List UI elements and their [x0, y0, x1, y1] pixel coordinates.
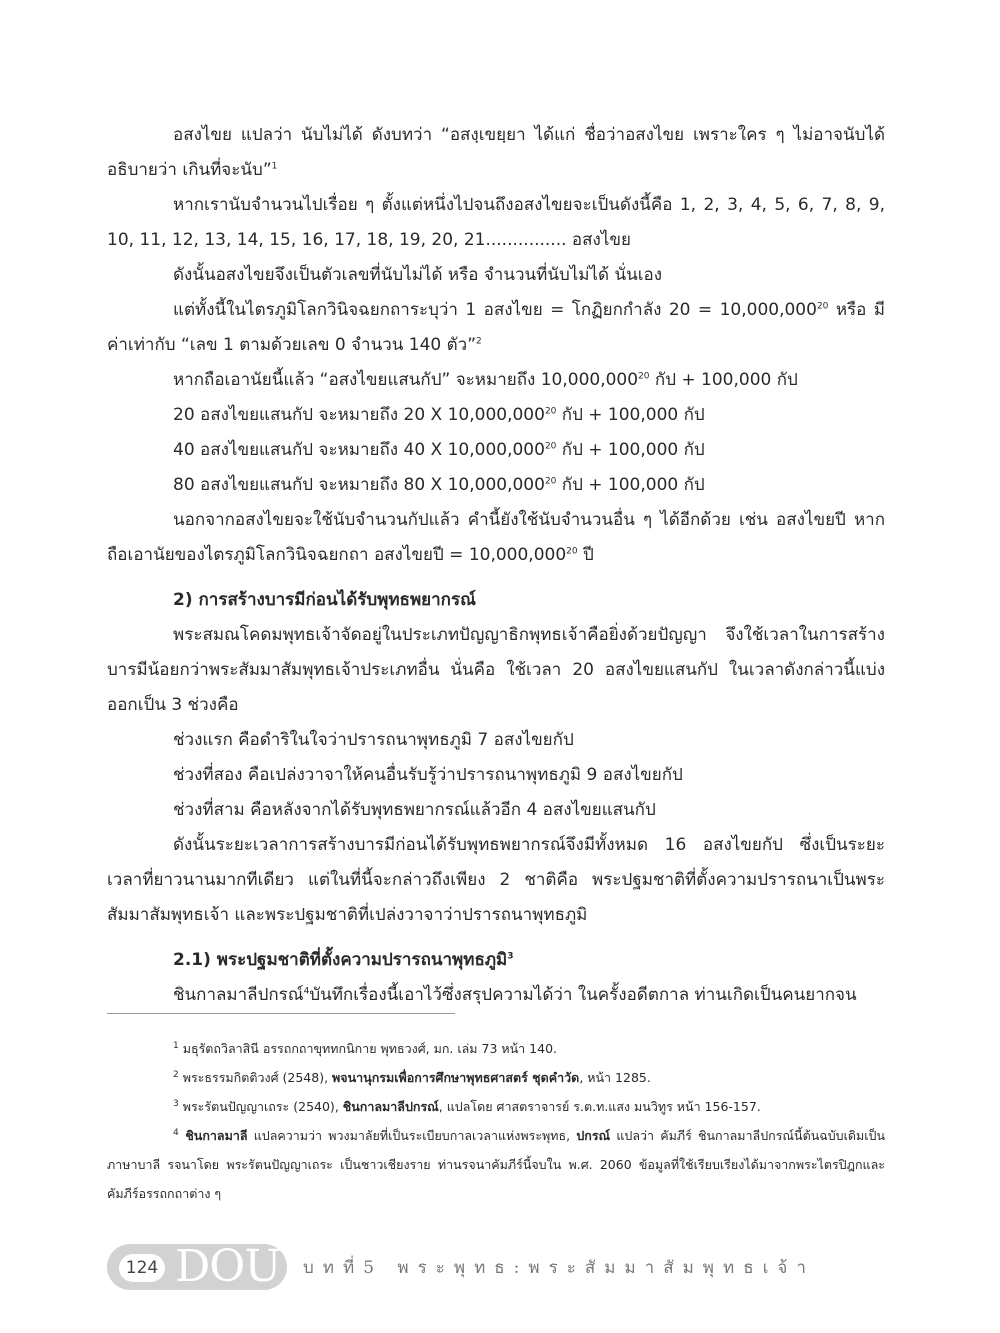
footnote-divider	[107, 1013, 455, 1014]
exponent: 20	[816, 301, 829, 312]
footnote: $^2$ พระธรรมกิตติวงศ์ (2548), พจนานุกรมเพื่อการศึกษาพุทธศาสตร์ ชุดคำวัด, หน้า 1285.	[173, 1069, 651, 1085]
dou-logo: DOU	[175, 1241, 281, 1292]
paragraph: ช่วงที่สาม คือหลังจากได้รับพุทธพยากรณ์แล้วอีก 4 อสงไขยแสนกัป	[173, 800, 656, 820]
paragraph: ช่วงแรก คือดำริในใจว่าปรารถนาพุทธภูมิ 7 อสงไขยกัป	[173, 730, 574, 750]
body-text	[107, 118, 885, 1013]
paragraph: แต่ทั้งนี้ในไตรภูมิโลกวินิจฉยกถาระบุว่า 1 อสงไขย = โกฏิยกกำลัง $20 = 10,000,000^{20}$ หรือ มีค่าเท่ากับ “เลข 1 ตามด้วยเลข 0 จำนวน 140 ตัว”$^2$	[107, 300, 886, 355]
page-badge	[107, 1241, 287, 1292]
paragraph: หากเรานับจำนวนไปเรื่อย ๆ ตั้งแต่หนึ่งไปจนถึงอสงไขยจะเป็นดังนี้คือ 1, 2, 3, 4, 5, 6, 7, 8, 9, 10, 11, 12, 13, 14, 15, 16, 17, 18, 19, 20, 21............... อสงไขย	[107, 195, 885, 250]
section-heading: 2) การสร้างบารมีก่อนได้รับพุทธพยากรณ์	[173, 590, 476, 610]
paragraph: ดังนั้นอสงไขยจึงเป็นตัวเลขที่นับไม่ได้ หรือ จำนวนที่นับไม่ได้ นั่นเอง	[173, 265, 663, 285]
chapter-title: บทที่5 พระพุทธ:พระสัมมาสัมพุทธเจ้า	[303, 1258, 815, 1278]
paragraph: อสงไขย แปลว่า นับไม่ได้ ดังบทว่า “อสงฺเขยฺยา ได้แก่ ชื่อว่าอสงไขย เพราะใคร ๆ ไม่อาจนับได้ อธิบายว่า เกินที่จะนับ”$^1$	[107, 125, 885, 180]
paragraph: ช่วงที่สอง คือเปล่งวาจาให้คนอื่นรับรู้ว่าปรารถนาพุทธภูมิ 9 อสงไขยกัป	[173, 765, 683, 785]
paragraph: พระสมณโคดมพุทธเจ้าจัดอยู่ในประเภทปัญญาธิกพุทธเจ้าคือยิ่งด้วยปัญญา จึงใช้เวลาในการสร้างบารมีน้อยกว่าพระสัมมาสัมพุทธเจ้าประเภทอื่น นั่นคือ ใช้เวลา 20 อสงไขยแสนกัป ในเวลาดังกล่าวนี้แบ่งออกเป็น 3 ช่วงคือ	[107, 625, 885, 715]
paragraph: 80 อสงไขยแสนกัป จะหมายถึง 80 X 10,000,000$^{20}$ กัป + 100,000 กัป	[173, 475, 705, 495]
page-number: 124	[119, 1254, 165, 1282]
exponent: 20	[544, 476, 557, 487]
paragraph: ดังนั้นระยะเวลาการสร้างบารมีก่อนได้รับพุทธพยากรณ์จึงมีทั้งหมด 16 อสงไขยกัป ซึ่งเป็นระยะเวลาที่ยาวนานมากทีเดียว แต่ในที่นี้จะกล่าวถึงเพียง 2 ชาติคือ พระปฐมชาติที่ตั้งความปรารถนาเป็นพระสัมมาสัมพุทธเจ้า และพระปฐมชาติที่เปล่งวาจาว่าปรารถนาพุทธภูมิ	[107, 835, 885, 925]
exponent: 20	[566, 546, 578, 557]
footnote-ref: 2	[476, 336, 482, 347]
paragraph: หากถือเอานัยนี้แล้ว “อสงไขยแสนกัป” จะหมายถึง 10,000,000$^{20}$ กัป + 100,000 กัป	[173, 370, 798, 390]
footnote: $^1$ มธุรัตถวิลาสินี อรรถกถาขุททกนิกาย พุทธวงศ์, มก. เล่ม 73 หน้า 140.	[173, 1040, 558, 1056]
footnote-ref: 4	[303, 986, 310, 997]
exponent: 20	[638, 371, 650, 382]
paragraph: ชินกาลมาลีปกรณ์$^4$บันทึกเรื่องนี้เอาไว้ซึ่งสรุปความได้ว่า ในครั้งอดีตกาล ท่านเกิดเป็นคนยากจน	[173, 985, 857, 1005]
subsection-heading: 2.1) พระปฐมชาติที่ตั้งความปรารถนาพุทธภูมิ$^3$	[173, 950, 514, 970]
footnotes	[107, 1034, 885, 1208]
page-footer	[107, 1240, 887, 1292]
exponent: 20	[544, 406, 557, 417]
paragraph: นอกจากอสงไขยจะใช้นับจำนวนกัปแล้ว คำนี้ยังใช้นับจำนวนอื่น ๆ ได้อีกด้วย เช่น อสงไขยปี หากถือเอานัยของไตรภูมิโลกวินิจฉยกถา อสงไขยปี = $10,000,000^{20}$ ปี	[107, 510, 885, 565]
paragraph: 20 อสงไขยแสนกัป จะหมายถึง 20 X 10,000,000$^{20}$ กัป + 100,000 กัป	[173, 405, 705, 425]
footnote: $^4$ ชินกาลมาลี แปลความว่า พวงมาลัยที่เป็นระเบียบกาลเวลาแห่งพระพุทธ, ปกรณ์ แปลว่า คัมภีร์ ชินกาลมาลีปกรณ์นี้ต้นฉบับเดิมเป็นภาษาบาลี รจนาโดย พระรัตนปัญญาเถระ เป็นชาวเชียงราย ท่านรจนาคัมภีร์นี้จบใน พ.ศ. 2060 ข้อมูลที่ใช้เรียบเรียงได้มาจากพระไตรปิฎกและคัมภีร์อรรถกถาต่าง ๆ	[107, 1127, 885, 1201]
footnote-ref: 3	[507, 951, 514, 962]
footnote-ref: 1	[271, 161, 278, 172]
footnote: $^3$ พระรัตนปัญญาเถระ (2540), ชินกาลมาลีปกรณ์, แปลโดย ศาสตราจารย์ ร.ต.ท.แสง มนวิทูร หน้า 156-157.	[173, 1098, 761, 1114]
paragraph: 40 อสงไขยแสนกัป จะหมายถึง 40 X 10,000,000$^{20}$ กัป + 100,000 กัป	[173, 440, 705, 460]
exponent: 20	[544, 441, 557, 452]
